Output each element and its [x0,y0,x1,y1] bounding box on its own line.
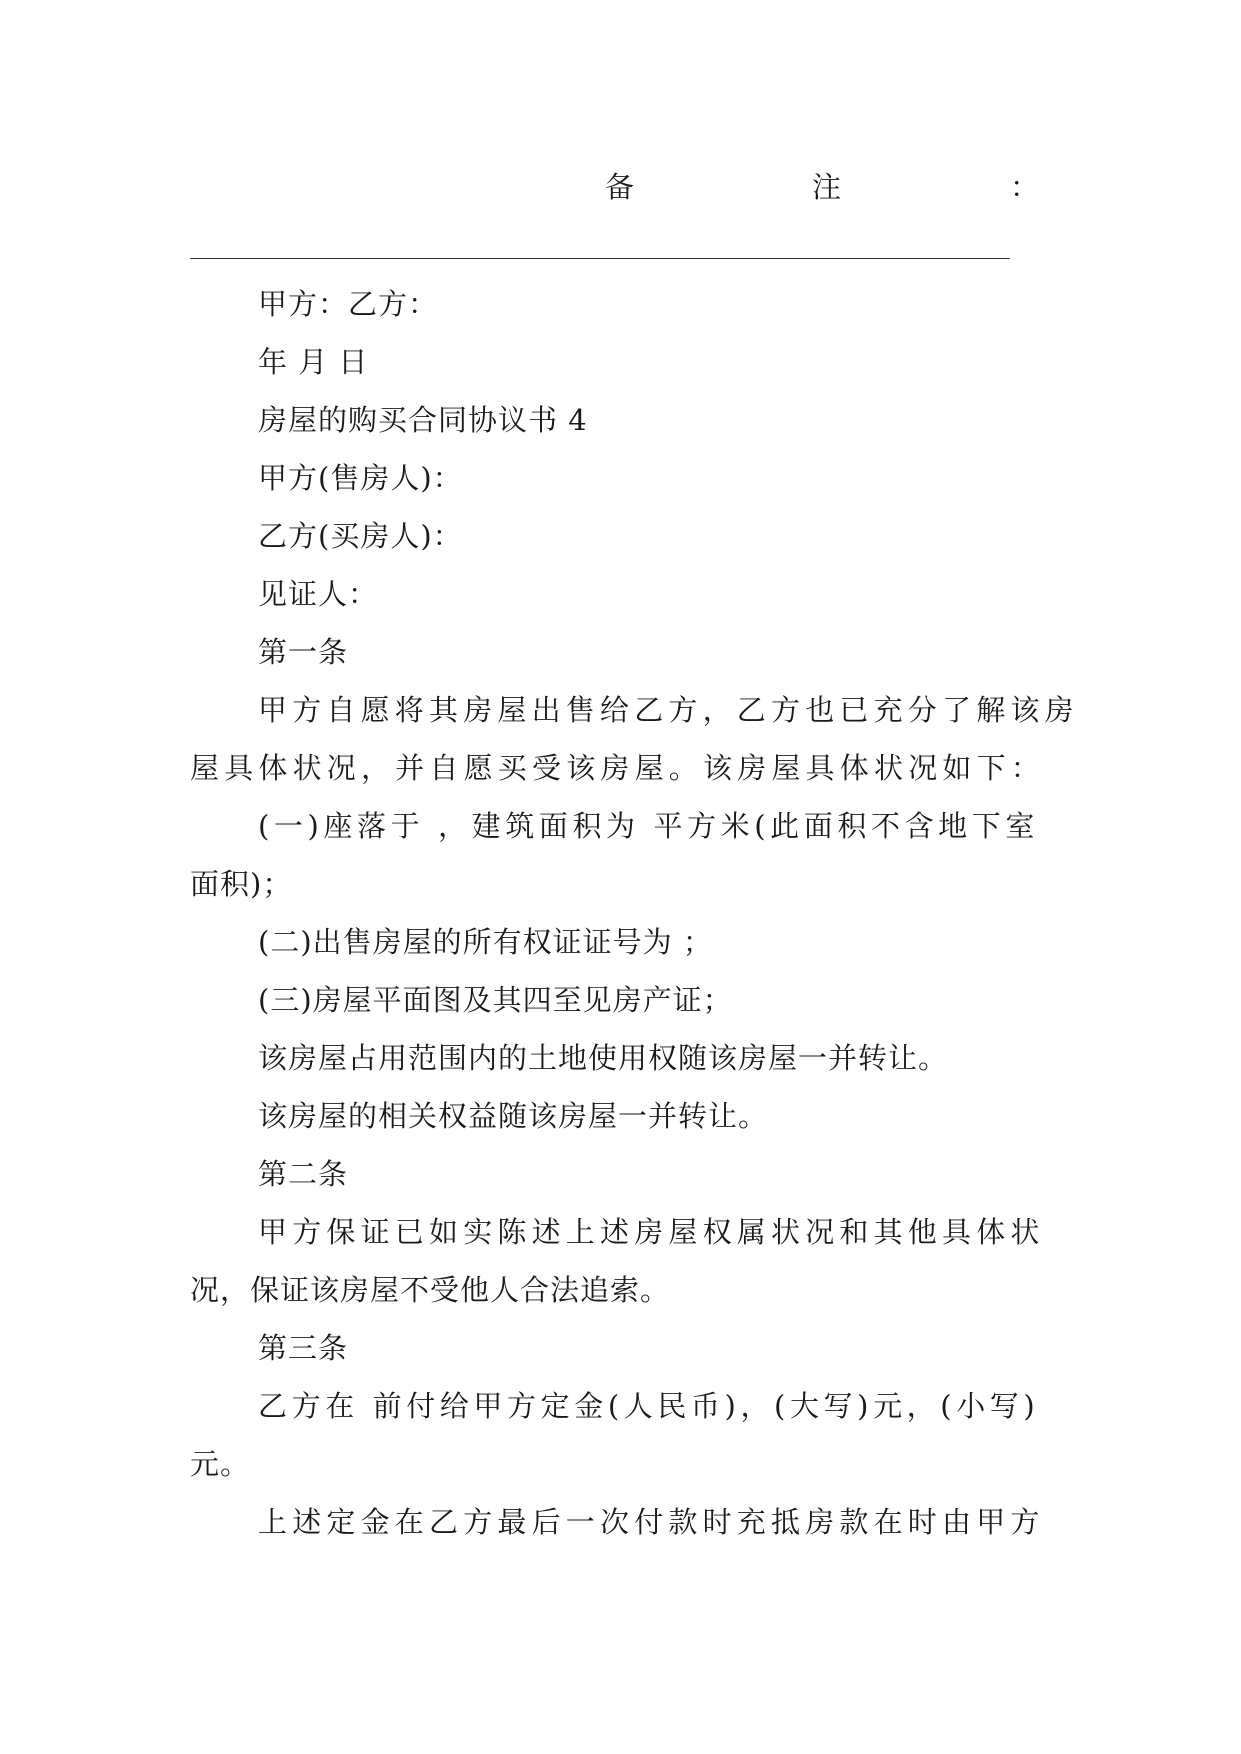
article-3-text-cont: 元。 [190,1447,251,1481]
article-2-text: 甲方保证已如实陈述上述房屋权属状况和其他具体状 [258,1215,1045,1249]
article-1-item-3: (三)房屋平面图及其四至见房产证； [258,983,733,1017]
article-1-text: 甲方自愿将其房屋出售给乙方，乙方也已充分了解该房 [258,693,1079,727]
article-3-heading: 第三条 [258,1331,349,1365]
article-1-text-cont: 屋具体状况，并自愿买受该房屋。该房屋具体状况如下： [190,751,1046,785]
fill-in-underline [190,258,1010,259]
party-signature-line: 甲方：乙方： [258,287,439,321]
buyer-line: 乙方(买房人)： [258,519,463,553]
remark-char-1: 备 [605,170,635,204]
article-1-item-1: (一)座落于 ，建筑面积为 平方米(此面积不含地下室 [258,809,1039,843]
remark-char-2: 注 [812,170,842,204]
seller-line: 甲方(售房人)： [258,461,463,495]
related-rights-line: 该房屋的相关权益随该房屋一并转让。 [258,1099,769,1133]
date-line: 年 月 日 [258,345,369,379]
remark-colon: ： [1010,170,1040,204]
article-1-heading: 第一条 [258,635,349,669]
article-1-item-2: (二)出售房屋的所有权证证号为 ； [258,925,713,959]
article-1-item-1-cont: 面积)； [190,867,293,901]
article-2-text-cont: 况，保证该房屋不受他人合法追索。 [190,1273,671,1307]
article-2-heading: 第二条 [258,1157,349,1191]
article-3-text: 乙方在 前付给甲方定金(人民币)，(大写)元，(小写) [258,1389,1040,1423]
land-use-right-line: 该房屋占用范围内的土地使用权随该房屋一并转让。 [258,1041,949,1075]
deposit-clause-line: 上述定金在乙方最后一次付款时充抵房款在时由甲方 [258,1505,1045,1539]
contract-title: 房屋的购买合同协议书 4 [258,403,588,437]
witness-line: 见证人： [258,577,379,611]
remark-heading [0,165,1241,205]
